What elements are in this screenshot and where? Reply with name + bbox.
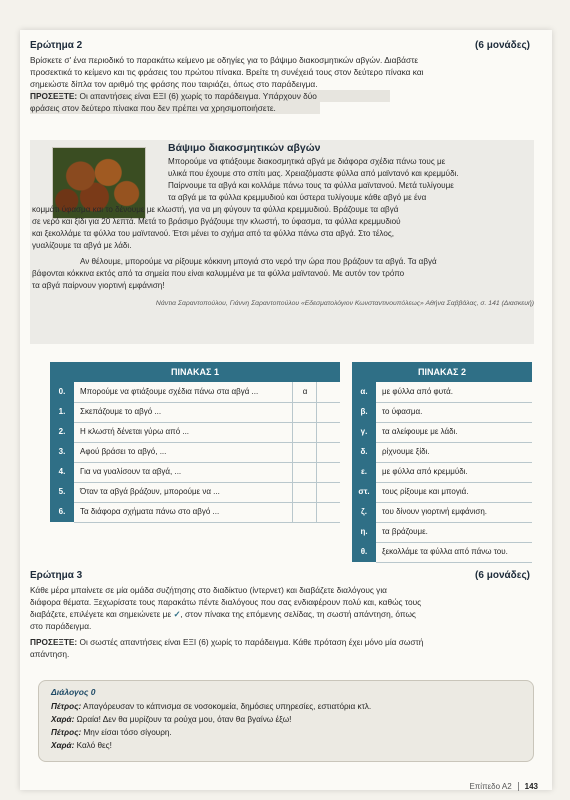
- table-1-row: [50, 422, 340, 443]
- dialog-line: Πέτρος: Μην είσαι τόσο σίγουρη.: [51, 728, 172, 737]
- row-text: ρίχνουμε ξίδι.: [382, 447, 430, 456]
- question-2-note-line2: φράσεις στον δεύτερο πίνακα που δεν πρέπει να χρησιμοποιήσετε.: [30, 102, 320, 114]
- level-label: Επίπεδο Α2: [469, 782, 512, 791]
- row-text: του δίνουν γιορτινή εμφάνιση.: [382, 507, 488, 516]
- text-line: και ξεκολλάμε τα φύλλα του μαϊντανού. Έτσι μένει το σχήμα από τα φύλλα πάνω στα αβγά. Στο τέλος,: [32, 229, 395, 238]
- row-text: Όταν τα αβγά βράζουν, μπορούμε να ...: [80, 487, 220, 496]
- row-text: ξεκολλάμε τα φύλλα από πάνω του.: [382, 547, 508, 556]
- check-icon: ✓: [173, 609, 181, 619]
- blank-cell: [316, 502, 341, 522]
- question-2-heading: [30, 40, 530, 51]
- row-letter: β.: [352, 402, 376, 423]
- row-letter: γ.: [352, 422, 376, 443]
- table-2-row: [352, 402, 532, 423]
- row-text: Αφού βράσει το αβγό, ...: [80, 447, 167, 456]
- table-1-row: [50, 482, 340, 503]
- instruction-line: διαβάζετε, επιλέγετε και σημειώνετε με ✓, στον πίνακα της επόμενης σελίδας, τη σωστή απάντηση, όπως: [30, 609, 416, 619]
- text-line: γυαλίζουμε τα αβγά με λάδι.: [32, 241, 132, 250]
- question-2-points: (6 μονάδες): [475, 40, 530, 51]
- dialog-line: Πέτρος: Απαγόρευσαν το κάπνισμα σε νοσοκομεία, δημόσιες υπηρεσίες, εστιατόρια κτλ.: [51, 702, 372, 711]
- dialog-title: Διάλογος 0: [51, 687, 96, 697]
- row-letter: στ.: [352, 482, 376, 503]
- page-footer: [469, 782, 538, 791]
- row-text: τα βράζουμε.: [382, 527, 428, 536]
- text-line: κομμάτι ύφασμα και το δένουμε με κλωστή, για να μη φύγουν τα φύλλα κρεμμυδιού. Βράζουμε τα αβγά: [32, 205, 399, 214]
- table-2-row: [352, 382, 532, 403]
- row-text: τους ρίξουμε και μπογιά.: [382, 487, 469, 496]
- answer-cell[interactable]: [292, 482, 317, 502]
- text-line: τα αβγά με τα φύλλα κρεμμυδιού και ύστερα τυλίγουμε κάθε αβγό με ένα: [168, 193, 427, 202]
- page-number: 143: [518, 782, 538, 791]
- blank-cell: [316, 462, 341, 482]
- row-text: Η κλωστή δένεται γύρω από ...: [80, 427, 190, 436]
- question-3-heading: [30, 570, 530, 581]
- row-number: 0.: [50, 382, 74, 403]
- row-text: το ύφασμα.: [382, 407, 423, 416]
- table-2-row: [352, 522, 532, 543]
- row-letter: δ.: [352, 442, 376, 463]
- instruction-line: προσεκτικά το κείμενο και τις φράσεις του πρώτου πίνακα. Βρείτε τη συνέχειά τους στον δεύτερο πίνακα και: [30, 67, 424, 77]
- table-2-row: [352, 422, 532, 443]
- blank-cell: [316, 442, 341, 462]
- row-number: 5.: [50, 482, 74, 503]
- text-source: Νάντια Σαραντοπούλου, Γιάννη Σαραντοπούλου «Εδεσματολόγιον Κωνσταντινουπόλεως» Αθήνα Σαββάλας, σ. 141 (Διασκευή): [155, 300, 534, 307]
- text-line: Μπορούμε να φτιάξουμε διακοσμητικά αβγά με διάφορα σχέδια πάνω τους με: [168, 157, 446, 166]
- blank-cell: [316, 382, 341, 402]
- question-3-note: ΠΡΟΣΕΞΤΕ: Οι σωστές απαντήσεις είναι ΕΞΙ (6) χωρίς το παράδειγμα. Κάθε πρόταση έχει μόνο μία σωστή: [30, 637, 424, 647]
- row-text: με φύλλα από φυτά.: [382, 387, 453, 396]
- dialog-0-box: [38, 680, 534, 762]
- table-2-header: ΠΙΝΑΚΑΣ 2: [352, 362, 532, 382]
- answer-cell[interactable]: [292, 422, 317, 442]
- text-line: υλικά που έχουμε στο σπίτι μας. Χρειαζόμαστε φύλλα από μαϊντανό και κρεμμύδι.: [168, 169, 459, 178]
- question-2-note: ΠΡΟΣΕΞΤΕ: Οι απαντήσεις είναι ΕΞΙ (6) χωρίς το παράδειγμα. Υπάρχουν δύο: [30, 90, 390, 102]
- text-line: Αν θέλουμε, μπορούμε να ρίξουμε κόκκινη μπογιά στο νερό την ώρα που βράζουν τα αβγά. Τα αβγά: [80, 257, 437, 266]
- question-3-points: (6 μονάδες): [475, 570, 530, 581]
- row-text: με φύλλα από κρεμμύδι.: [382, 467, 468, 476]
- instruction-line: διάφορα θέματα. Ξεχωρίσατε τους παρακάτω πέντε διαλόγους που σας ενδιαφέρουν πολύ και, καθώς τους: [30, 597, 422, 607]
- row-letter: θ.: [352, 542, 376, 563]
- row-letter: η.: [352, 522, 376, 543]
- text-line: τα αβγά παίρνουν γιορτινή εμφάνιση!: [32, 281, 165, 290]
- row-letter: α.: [352, 382, 376, 403]
- table-2-row: [352, 462, 532, 483]
- dialog-line: Χαρά: Ωραία! Δεν θα μυρίζουν τα ρούχα μου, όταν θα βγαίνω έξω!: [51, 715, 292, 724]
- table-1-header: ΠΙΝΑΚΑΣ 1: [50, 362, 340, 382]
- row-number: 3.: [50, 442, 74, 463]
- table-1-row: [50, 442, 340, 463]
- table-2-row: [352, 542, 532, 563]
- row-number: 4.: [50, 462, 74, 483]
- row-text: Τα διάφορα σχήματα πάνω στο αβγό ...: [80, 507, 220, 516]
- instruction-line: Βρίσκετε σ' ένα περιοδικό το παρακάτω κείμενο με οδηγίες για το βάψιμο διακοσμητικών αβγών. Διαβάστε: [30, 55, 419, 65]
- dialog-line: Χαρά: Καλό θες!: [51, 741, 112, 750]
- question-3-instructions: [30, 584, 530, 660]
- row-number: 2.: [50, 422, 74, 443]
- table-1-row: [50, 502, 340, 523]
- answer-cell[interactable]: [292, 502, 317, 522]
- blank-cell: [316, 422, 341, 442]
- row-number: 6.: [50, 502, 74, 523]
- table-1-row: [50, 382, 340, 403]
- answer-cell[interactable]: [292, 462, 317, 482]
- row-letter: ε.: [352, 462, 376, 483]
- table-1-row: [50, 402, 340, 423]
- row-text: Για να γυαλίσουν τα αβγά, ...: [80, 467, 182, 476]
- answer-cell[interactable]: [292, 442, 317, 462]
- row-text: Μπορούμε να φτιάξουμε σχέδια πάνω στα αβγά ...: [80, 387, 259, 396]
- row-letter: ζ.: [352, 502, 376, 523]
- answer-cell[interactable]: [292, 402, 317, 422]
- instruction-line: σημειώστε δίπλα τον αριθμό της φράσης που ταιριάζει, όπως στο παράδειγμα.: [30, 79, 318, 89]
- text-title: Βάψιμο διακοσμητικών αβγών: [168, 142, 321, 154]
- text-block: [30, 140, 534, 344]
- instruction-line: Κάθε μέρα μπαίνετε σε μία ομάδα συζήτησης στο διαδίκτυο (ίντερνετ) και διαβάζετε διαλόγους για: [30, 585, 387, 595]
- blank-cell: [316, 482, 341, 502]
- row-text: Σκεπάζουμε το αβγό ...: [80, 407, 162, 416]
- table-2-row: [352, 442, 532, 463]
- text-line: βάφονται κόκκινα εκτός από τα σημεία που είναι καλυμμένα με τα φύλλα μαϊντανού. Με αυτόν τον τρόπο: [32, 269, 405, 278]
- text-line: Παίρνουμε τα αβγά και κολλάμε πάνω τους τα φύλλα μαϊντανού. Μετά τυλίγουμε: [168, 181, 454, 190]
- answer-cell[interactable]: α: [292, 382, 317, 402]
- table-1-row: [50, 462, 340, 483]
- row-number: 1.: [50, 402, 74, 423]
- question-3-title: Ερώτημα 3: [30, 570, 83, 581]
- instruction-line: στο παράδειγμα.: [30, 621, 92, 631]
- question-2-title: Ερώτημα 2: [30, 40, 83, 51]
- text-line: σε νερό και ξίδι για 20 λεπτά. Μετά το βράσιμο βγάζουμε την κλωστή, το ύφασμα, τα φύλλα κρεμμυδιού: [32, 217, 401, 226]
- row-text: τα αλείφουμε με λάδι.: [382, 427, 458, 436]
- question-3-note-line2: απάντηση.: [30, 649, 70, 659]
- table-2-row: [352, 502, 532, 523]
- blank-cell: [316, 402, 341, 422]
- table-2-row: [352, 482, 532, 503]
- question-2-instructions: [30, 54, 530, 114]
